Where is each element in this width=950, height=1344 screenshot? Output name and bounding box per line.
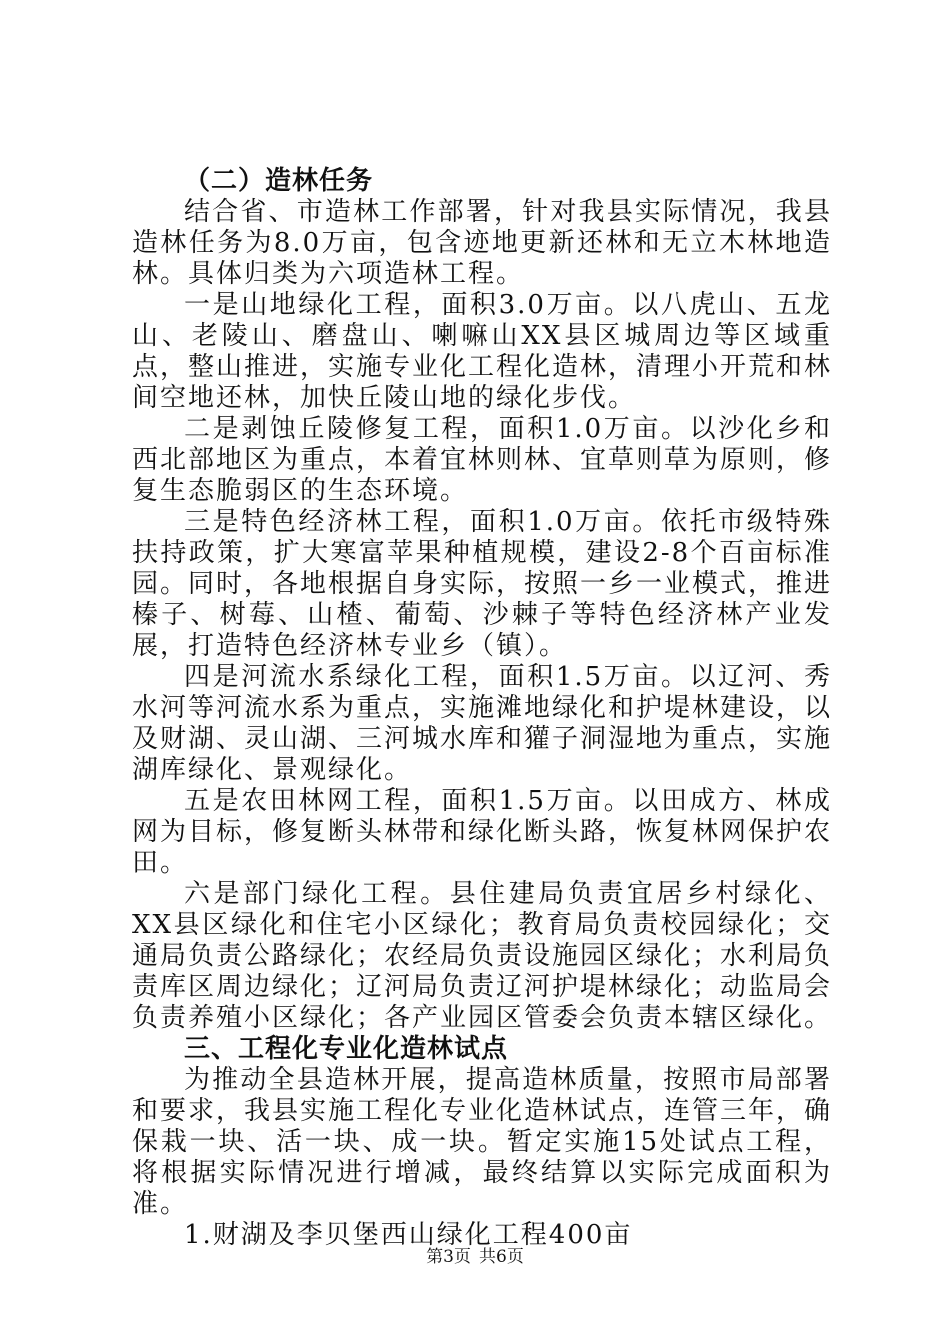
paragraph: 二是剥蚀丘陵修复工程，面积1.0万亩。以沙化乡和西北部地区为重点，本着宜林则林、宜草则草为原则，修复生态脆弱区的生态环境。: [132, 414, 833, 506]
paragraph: 1.财湖及李贝堡西山绿化工程400亩: [184, 1220, 633, 1250]
page-total: 共6页: [479, 1247, 524, 1267]
page-number: 第3页: [426, 1247, 471, 1267]
paragraph: 五是农田林网工程，面积1.5万亩。以田成方、林成网为目标，修复断头林带和绿化断头路，恢复林网保护农田。: [132, 786, 833, 878]
section-heading: 三、工程化专业化造林试点: [184, 1034, 509, 1064]
document-body: [132, 166, 832, 1251]
paragraph: 为推动全县造林开展，提高造林质量，按照市局部署和要求，我县实施工程化专业化造林试点，连管三年，确保栽一块、活一块、成一块。暂定实施15处试点工程，将根据实际情况进行增减，最终结算以实际完成面积为准。: [132, 1065, 833, 1219]
paragraph: 四是河流水系绿化工程，面积1.5万亩。以辽河、秀水河等河流水系为重点，实施滩地绿化和护堤林建设，以及财湖、灵山湖、三河城水库和獾子洞湿地为重点，实施湖库绿化、景观绿化。: [132, 662, 833, 785]
paragraph: 六是部门绿化工程。县住建局负责宜居乡村绿化、XX县区绿化和住宅小区绿化；教育局负责校园绿化；交通局负责公路绿化；农经局负责设施园区绿化；水利局负责库区周边绿化；辽河局负责辽河护堤林绿化；动监局会负责养殖小区绿化；各产业园区管委会负责本辖区绿化。: [132, 879, 833, 1033]
paragraph: 一是山地绿化工程，面积3.0万亩。以八虎山、五龙山、老陵山、磨盘山、喇嘛山XX县区城周边等区域重点，整山推进，实施专业化工程化造林，清理小开荒和林间空地还林，加快丘陵山地的绿化步伐。: [132, 290, 833, 413]
section-heading: （二）造林任务: [184, 166, 374, 196]
paragraph: 三是特色经济林工程，面积1.0万亩。依托市级特殊扶持政策，扩大寒富苹果种植规模，建设2-8个百亩标准园。同时，各地根据自身实际，按照一乡一业模式，推进榛子、树莓、山楂、葡萄、沙棘子等特色经济林产业发展，打造特色经济林专业乡（镇）。: [132, 507, 833, 661]
page-footer: [0, 1242, 950, 1267]
paragraph: 结合省、市造林工作部署，针对我县实际情况，我县造林任务为8.0万亩，包含迹地更新还林和无立木林地造林。具体归类为六项造林工程。: [132, 197, 832, 289]
